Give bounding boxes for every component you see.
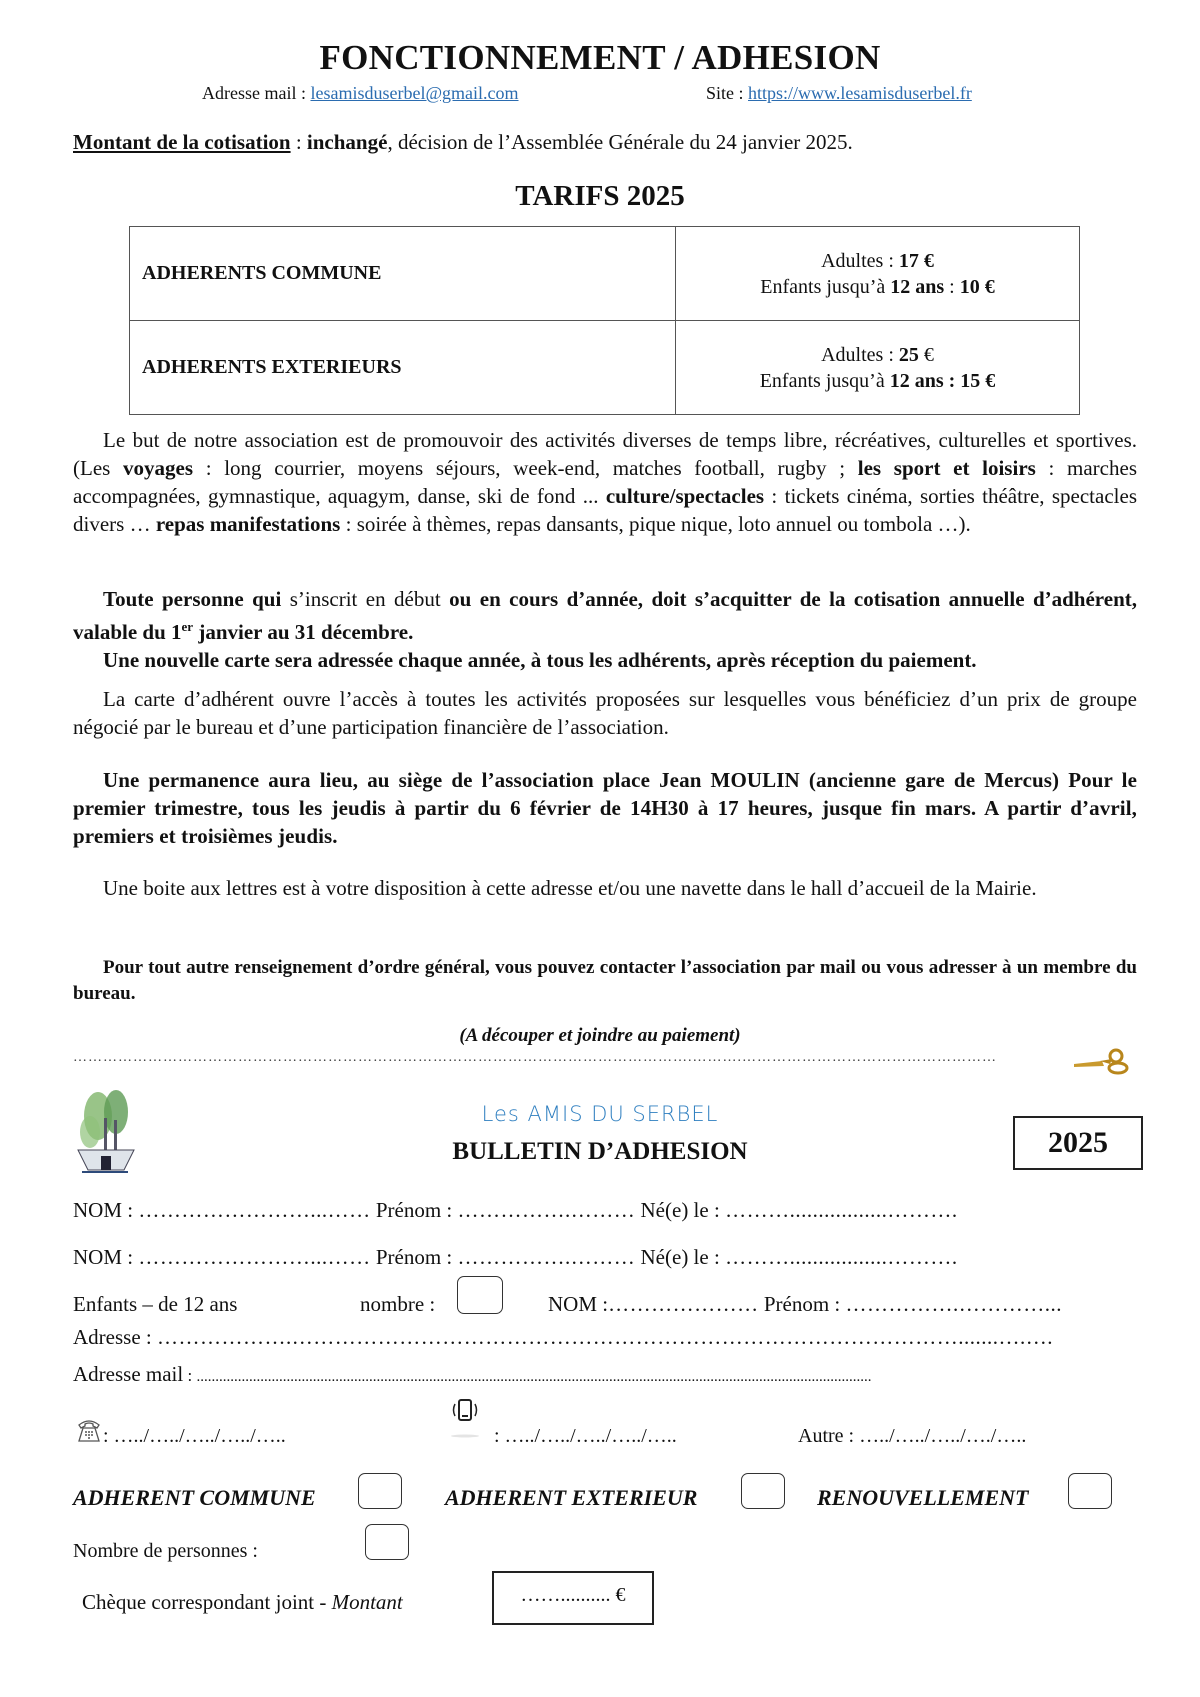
option-adherent-commune-checkbox[interactable] xyxy=(358,1473,402,1509)
tarif-category: ADHERENTS COMMUNE xyxy=(130,227,676,321)
keyword-repas: repas manifestations xyxy=(155,512,341,536)
scissors-icon xyxy=(1072,1048,1132,1076)
text: janvier au 31 décembre. xyxy=(193,620,414,644)
tarifs-table xyxy=(129,226,1080,415)
other-phone-field[interactable]: : …../…../…../…./….. xyxy=(843,1425,1027,1447)
keyword-sport: les sport et loisirs xyxy=(857,456,1036,480)
form-row-adult-2 xyxy=(73,1245,958,1270)
email-row xyxy=(73,1362,1133,1387)
option-renouvellement-checkbox[interactable] xyxy=(1068,1473,1112,1509)
cotisation-detail: , décision de l’Assemblée Générale du 24 janvier 2025. xyxy=(387,130,853,154)
keyword-culture: culture/spectacles xyxy=(605,484,765,508)
email-contact xyxy=(202,83,519,104)
form-row-adult-1 xyxy=(73,1198,958,1223)
birthdate-field[interactable]: ……….................………. xyxy=(725,1198,958,1222)
email-form-label: Adresse mail xyxy=(73,1362,184,1386)
address-row xyxy=(73,1325,1053,1350)
association-name: Les AMIS DU SERBEL xyxy=(481,1102,719,1126)
nom-label: NOM : xyxy=(73,1245,139,1269)
email-link[interactable]: lesamisduserbel@gmail.com xyxy=(310,83,519,103)
email-sep: : xyxy=(183,1366,197,1385)
tarif-category: ADHERENTS EXTERIEURS xyxy=(130,321,676,415)
child-prenom-label: Prénom : xyxy=(758,1292,846,1316)
site-label: Site : xyxy=(706,83,749,103)
text: ou en cours d’année, doit s’acquitter de la cotisation annuelle d’adhérent, valable du 1 xyxy=(73,587,1137,644)
birthdate-field[interactable]: ……….................………. xyxy=(725,1245,958,1269)
paragraph-card-notice: Une nouvelle carte sera adressée chaque année, à tous les adhérents, après réception du paiement. xyxy=(103,648,977,672)
cheque-label-text: Chèque correspondant joint - xyxy=(82,1590,332,1614)
paragraph-permanence: Une permanence aura lieu, au siège de l’association place Jean MOULIN (ancienne gare de Mercus) Pour le premier trimestre, tous les jeudis à partir du 6 février de 14H30 à 17 heures, jusque fin mars. A partir d’avril, premiers et troisièmes jeudis. xyxy=(73,768,1137,848)
nom-label: NOM : xyxy=(73,1198,139,1222)
children-count-box[interactable] xyxy=(457,1276,503,1314)
cut-instruction: (A découper et joindre au paiement) xyxy=(459,1025,741,1046)
nb-personnes-box[interactable] xyxy=(365,1524,409,1560)
cheque-label-montant: Montant xyxy=(331,1590,403,1614)
child-sep: : xyxy=(944,275,960,298)
cheque-label xyxy=(82,1590,403,1615)
option-adherent-exterieur-checkbox[interactable] xyxy=(741,1473,785,1509)
prenom-field[interactable]: …………….……… xyxy=(457,1198,636,1222)
option-adherent-commune-label: ADHERENT COMMUNE xyxy=(73,1485,316,1510)
nom-field[interactable]: ……………………...…… xyxy=(138,1245,371,1269)
child-nom-field[interactable]: ………………… xyxy=(608,1292,759,1316)
child-label: Enfants jusqu’à xyxy=(760,275,891,298)
keyword-voyages: voyages xyxy=(123,456,194,480)
adult-price: 25 xyxy=(898,343,919,366)
tarifs-title: TARIFS 2025 xyxy=(515,180,685,212)
bulletin-title: BULLETIN D’ADHESION xyxy=(452,1138,748,1165)
children-label: Enfants – de 12 ans xyxy=(73,1292,238,1316)
tarif-prices xyxy=(676,321,1080,415)
cotisation-sep: : xyxy=(290,130,307,154)
text: Toute personne qui xyxy=(103,587,282,611)
address-label: Adresse : xyxy=(73,1325,157,1349)
nom-field[interactable]: ……………………...…… xyxy=(138,1198,371,1222)
child-prenom-field[interactable]: …………….…………... xyxy=(845,1292,1063,1316)
paragraph-card-access: La carte d’adhérent ouvre l’accès à toutes les activités proposées sur lesquelles vous bénéficiez d’un prix de groupe négocié par le bureau et d’une participation financière de l’association. xyxy=(73,687,1137,739)
children-name-row xyxy=(548,1292,1062,1317)
cotisation-status: inchangé xyxy=(306,130,388,154)
page-title: FONCTIONNEMENT / ADHESION xyxy=(319,38,881,77)
children-count-label: nombre : xyxy=(360,1292,436,1316)
adult-currency: € xyxy=(918,343,934,366)
table-row xyxy=(130,321,1080,415)
mobile-field[interactable]: : …../…../…../…../….. xyxy=(494,1425,677,1447)
adult-label: Adultes : xyxy=(821,343,899,366)
adult-label: Adultes : xyxy=(821,249,899,272)
option-adherent-exterieur-label: ADHERENT EXTERIEUR xyxy=(445,1485,698,1510)
mobile-phone-icon xyxy=(448,1398,482,1442)
paragraph-contact-info: Pour tout autre renseignement d’ordre général, vous pouvez contacter l’association par mail ou vous adresser à un membre du bureau. xyxy=(73,957,1137,1004)
child-price: 12 ans : 15 € xyxy=(889,369,996,392)
site-link[interactable]: https://www.lesamisduserbel.fr xyxy=(748,83,972,103)
prenom-label: Prénom : xyxy=(370,1198,458,1222)
nb-personnes-label: Nombre de personnes : xyxy=(73,1540,258,1562)
cotisation-label: Montant de la cotisation xyxy=(73,130,291,154)
email-label: Adresse mail : xyxy=(202,83,311,103)
year-box: 2025 xyxy=(1013,1116,1143,1170)
option-renouvellement-label: RENOUVELLEMENT xyxy=(817,1485,1029,1510)
child-price: 10 € xyxy=(959,275,995,298)
birthdate-label: Né(e) le : xyxy=(635,1245,726,1269)
address-field[interactable]: ……………….………………………………………………………………………………….......….…. xyxy=(156,1325,1053,1349)
text: : tickets cinéma, sorties théâtre, spectacles divers … xyxy=(73,484,1137,536)
child-nom-label: NOM : xyxy=(548,1292,609,1316)
telephone-icon xyxy=(76,1417,102,1443)
email-form-field[interactable]: .................................................................................................................................................................................... xyxy=(196,1369,872,1385)
cut-dotted-line: …………………………………………………………………………………………………………….……….…………………………………………… xyxy=(73,1050,997,1064)
paragraph-cotisation-rule xyxy=(73,585,1137,674)
montant-dots: …….......... xyxy=(520,1584,611,1606)
other-phone-label: Autre xyxy=(798,1425,844,1447)
currency-symbol: € xyxy=(615,1584,626,1606)
child-label: Enfants jusqu’à xyxy=(759,369,890,392)
other-phone-row xyxy=(798,1425,1026,1448)
tarif-prices xyxy=(676,227,1080,321)
superscript: er xyxy=(181,619,194,634)
text: s’inscrit en début xyxy=(281,587,450,611)
paragraph-purpose xyxy=(73,426,1137,538)
paragraph-mailbox: Une boite aux lettres est à votre disposition à cette adresse et/ou une navette dans le hall d’accueil de la Mairie. xyxy=(103,876,1037,900)
table-row xyxy=(130,227,1080,321)
text: : long courrier, moyens séjours, week-end, matches football, rugby ; xyxy=(193,456,858,480)
prenom-label: Prénom : xyxy=(370,1245,458,1269)
montant-field[interactable] xyxy=(492,1571,654,1625)
birthdate-label: Né(e) le : xyxy=(635,1198,726,1222)
text: Le but de notre association est de promouvoir des activités diverses de temps libre, récréatives, culturelles et sportives. (Les xyxy=(73,428,1137,480)
prenom-field[interactable]: …………….……… xyxy=(457,1245,636,1269)
adult-price: 17 € xyxy=(898,249,934,272)
landline-field[interactable]: : …../…../…../…../….. xyxy=(103,1425,286,1447)
cotisation-statement xyxy=(73,130,853,155)
child-age: 12 ans xyxy=(890,275,945,298)
text: : marches accompagnées, gymnastique, aquagym, danse, ski de fond ... xyxy=(73,456,1137,508)
site-contact xyxy=(706,83,972,104)
text: : soirée à thèmes, repas dansants, pique nique, loto annuel ou tombola …). xyxy=(340,512,971,536)
